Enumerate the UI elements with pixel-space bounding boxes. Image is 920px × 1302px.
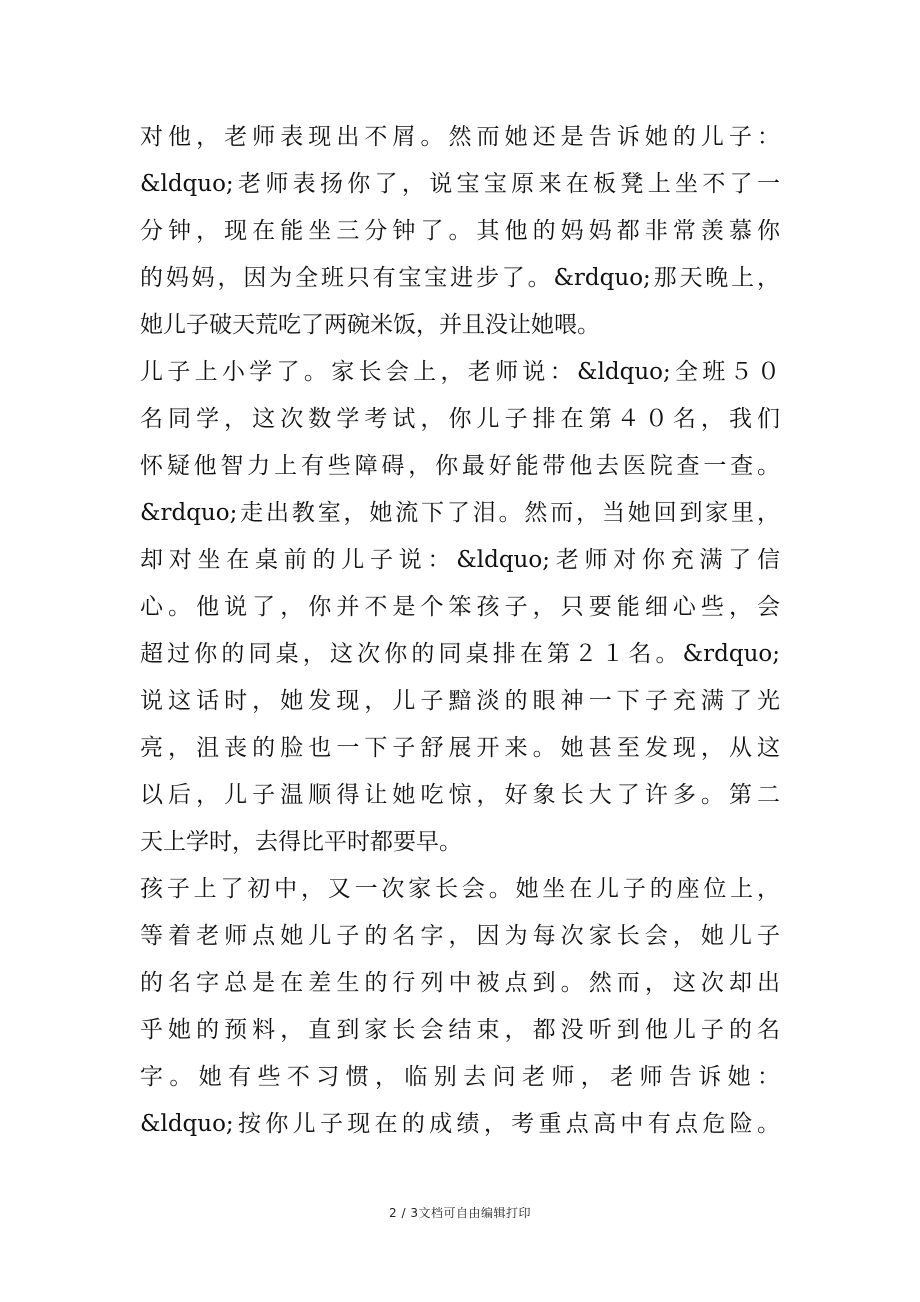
text-line: 等着老师点她儿子的名字，因为每次家长会，她儿子	[140, 923, 780, 949]
text-line: 却对坐在桌前的儿子说：&ldquo;老师对你充满了信	[140, 547, 780, 573]
text-line: 名同学，这次数学考试，你儿子排在第４０名，我们	[140, 406, 780, 432]
text-line: 心。他说了，你并不是个笨孩子，只要能细心些，会	[140, 594, 780, 620]
text-line: 她儿子破天荒吃了两碗米饭，并且没让她喂。	[140, 312, 600, 338]
text-line: 亮，沮丧的脸也一下子舒展开来。她甚至发现，从这	[140, 735, 780, 761]
text-line: &ldquo;按你儿子现在的成绩，考重点高中有点危险。	[140, 1111, 780, 1137]
page-footer: 2 / 3文档可自由编辑打印	[389, 1206, 531, 1220]
text-line: 的名字总是在差生的行列中被点到。然而，这次却出	[140, 970, 780, 996]
text-line: 孩子上了初中，又一次家长会。她坐在儿子的座位上，	[140, 876, 780, 902]
text-line: 说这话时，她发现，儿子黯淡的眼神一下子充满了光	[140, 688, 780, 714]
text-line: 乎她的预料，直到家长会结束，都没听到他儿子的名	[140, 1017, 780, 1043]
text-line: 超过你的同桌，这次你的同桌排在第２１名。&rdquo;	[140, 641, 780, 667]
text-line: 怀疑他智力上有些障碍，你最好能带他去医院查一查。	[140, 453, 780, 479]
text-line: 天上学时，去得比平时都要早。	[140, 829, 462, 855]
text-line: 分钟，现在能坐三分钟了。其他的妈妈都非常羡慕你	[140, 218, 780, 244]
text-line: 的妈妈，因为全班只有宝宝进步了。&rdquo;那天晚上，	[140, 265, 780, 291]
body-text	[140, 114, 780, 1148]
text-line: &rdquo;走出教室，她流下了泪。然而，当她回到家里，	[140, 500, 780, 526]
text-line: 对他，老师表现出不屑。然而她还是告诉她的儿子：	[140, 124, 780, 150]
text-line: &ldquo;老师表扬你了，说宝宝原来在板凳上坐不了一	[140, 171, 780, 197]
text-line: 儿子上小学了。家长会上，老师说：&ldquo;全班５０	[140, 359, 780, 385]
text-line: 以后，儿子温顺得让她吃惊，好象长大了许多。第二	[140, 782, 780, 808]
text-line: 字。她有些不习惯，临别去问老师，老师告诉她：	[140, 1064, 780, 1090]
